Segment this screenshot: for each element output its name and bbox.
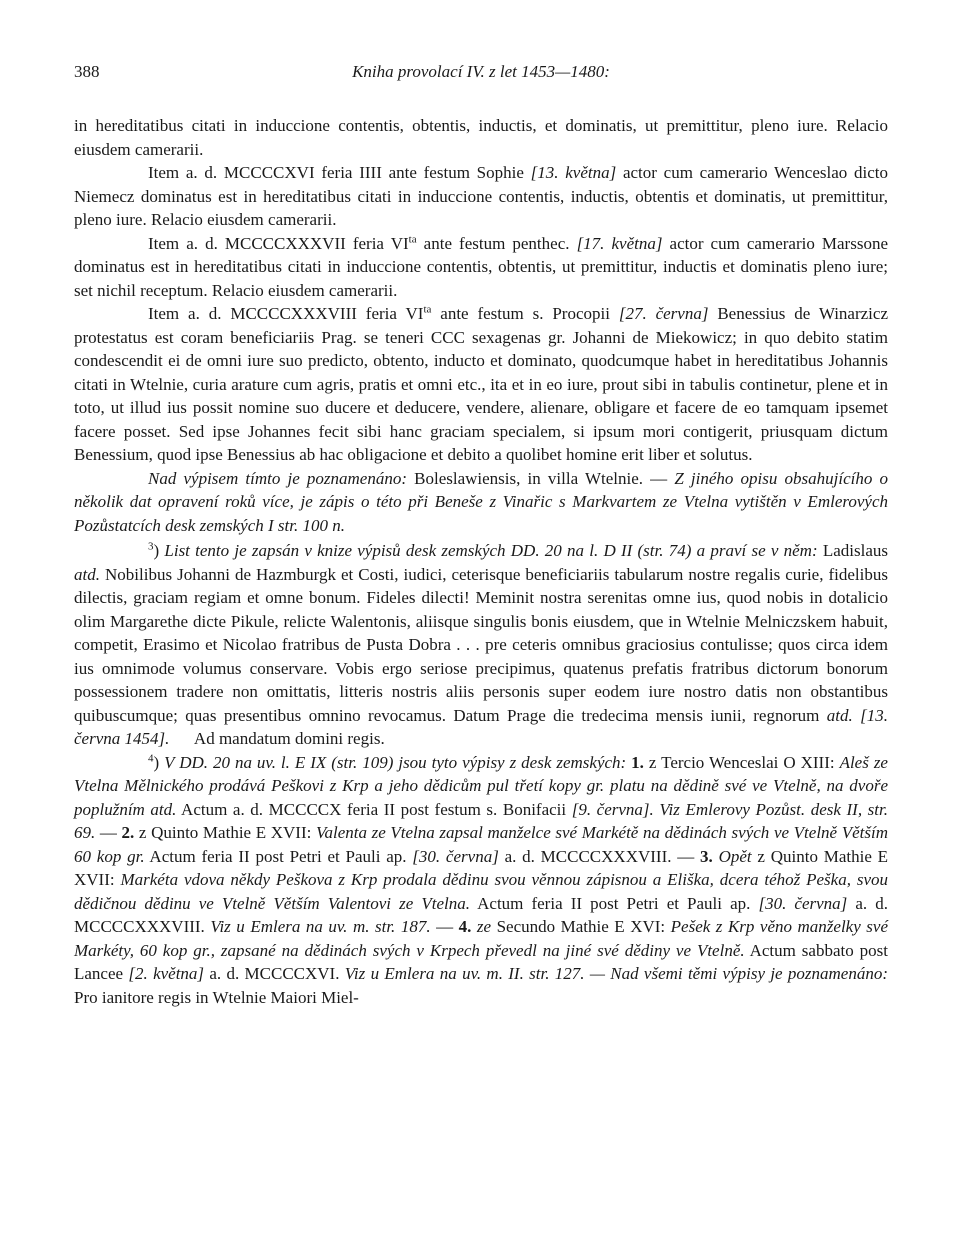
italic-note: Pešek z Krp věno manželky své Markéty, 60 kop gr., zapsané na dědinách svých v Krpech převedl na jiné své dědiny ve Vtelně. — [74, 917, 888, 960]
text-run: actor cum camerario Wenceslao dicto Niemecz dominatus est in hereditatibus citati in induccione contentis, inductis, obtentis et dominatis, ut premittitur, pleno iure. Relacio eiusdem camerarii. — [74, 163, 888, 229]
italic-note: Opět — [712, 846, 752, 866]
italic-date: [2. května] — [128, 964, 205, 983]
text-run: ante festum s. Procopii — [431, 304, 619, 323]
italic-note: Viz u Emlera na uv. m. str. 187. — [210, 917, 431, 936]
text-run: Actum feria II post Petri et Pauli ap. — [144, 846, 413, 866]
annotation-paragraph — [74, 467, 888, 538]
item-number: 4. — [458, 917, 472, 936]
text-run: Boleslawiensis, in villa Wtelnie. — — [407, 468, 675, 488]
item-number: 2. — [121, 823, 135, 842]
text-run: z Quinto Mathie E XVII: — [134, 823, 316, 842]
text-run: actor cum camerario Marssone dominatus est in hereditatibus citati in induccione contentis, obtentis, ut premittitur, inductis et dominatis pleno iure; set nichil receptum. Relacio eiusdem camerarii. — [74, 233, 888, 300]
text-run: Secundo Mathie E XVI: — [491, 917, 671, 936]
italic-date: [17. května] — [576, 233, 663, 253]
item-number: 3. — [700, 846, 713, 866]
text-run: Actum sabbato post Lancee — [74, 940, 888, 983]
footnote-3: $^3$) List tento je zapsán v knize výpisů desk zemských DD. 20 na l. D II (str. 74) a praví se v něm: Ladislaus atd. Nobilibus Johanni de Hazmburgk et Costi, iudici, ceterisque beneficiariis tabularum nostre regalis curie, fidelibus dilectis, graciam regiam et omne bonum. Fideles dilecti! Meminit nostra serenitas omne ius, quod nobis in dotalicio olim Margarethe dicte Pikule, relicte Walentonis, aliisque singulis bonis eiusdem, que in Wtelnie Melniczskem habuit, competit, Erasimo et Nicolao fratribus de Pusta Dobra . . . pre ceteris omnibus graciosius contulisse; quos circa idem ius omnimode volumus conservare. Vobis ergo seriose precipimus, quatenus prefatis fratribus dictorum bonorum possessionem tradere non omittatis, litteris nostris aliis personis super eodem iure nostro datis non obstantibus quibuscumque; quas presentibus omnino revocamus. Datum Prage die tredecima mensis iunii, regnorum atd. [13. června 1454]. Ad mandatum domini regis. — [74, 540, 889, 748]
text-run: Actum feria II post Petri et Pauli ap. — [469, 893, 759, 913]
text-run: a. d. MCCCCXXXVIII. — [74, 893, 889, 936]
text-run: a. d. MCCCCXXXVIII. — — [498, 846, 701, 866]
italic-date: [30. června] — [412, 846, 499, 866]
superscript: ta — [408, 232, 417, 245]
italic-note: Valenta ze Vtelna zapsal manželce své Markétě na dědinách svých ve Vtelně Větším 60 kop gr. — [74, 823, 888, 866]
italic-note: Aleš ze Vtelna Mělnického prodává Peškovi z Krp a jeho dědicům pul třetí kopy gr. platu na dědině své ve Vtelně, na dvoře poplužním atd. — [74, 752, 888, 819]
paragraph-continuation — [74, 114, 888, 161]
text-run: Actum a. d. MCCCCX feria II post festum s. Bonifacii — [176, 799, 572, 819]
italic-note: Viz u Emlera na uv. m. II. str. 127. — Nad všemi těmi výpisy je poznamenáno: — [344, 964, 889, 983]
entry-paragraph — [74, 161, 888, 232]
text-run: Pro ianitore regis in Wtelnie Maiori Miel- — [74, 987, 359, 1007]
italic-date: [27. června] — [618, 304, 709, 323]
footnotes — [74, 539, 888, 1009]
superscript: ta — [423, 303, 432, 316]
italic-note: atd. — [74, 564, 100, 584]
italic-date: [13. května] — [530, 163, 617, 182]
page-number: 388 — [74, 62, 100, 81]
item-number: 1. — [626, 752, 644, 772]
text-run: in hereditatibus citati in induccione contentis, obtentis, inductis, et dominatis, ut premittitur, pleno iure. Relacio eiusdem camerarii. — [74, 116, 888, 159]
text-run: Item a. d. MCCCCXXXVIII feria VI — [148, 304, 424, 323]
italic-note: V DD. 20 na uv. l. E IX (str. 109) jsou tyto výpisy z desk zemských: — [164, 752, 627, 772]
footnote-4: $^4$) V DD. 20 na uv. l. E IX (str. 109) jsou tyto výpisy z desk zemských: 1. z Tercio Wenceslai O XIII: Aleš ze Vtelna Mělnického prodává Peškovi z Krp a jeho dědicům pul třetí kopy gr. platu na dědině své ve Vtelně, na dvoře poplužním atd. Actum a. d. MCCCCX feria II post festum s. Bonifacii [9. června]. Viz Emlerovy Pozůst. desk II, str. 69. — 2. z Quinto Mathie E XVII: Valenta ze Vtelna zapsal manželce své Markétě na dědinách svých ve Vtelně Větším 60 kop gr. Actum feria II post Petri et Pauli ap. [30. června] a. d. MCCCCXXXVIII. — 3. Opět z Quinto Mathie E XVII: Markéta vdova někdy Peškova z Krp prodala dědinu svou věnnou zápisnou a Eliška, dcera téhož Peška, svou dědičnou dědinu ve Vtelně Větším Valentovi ze Vtelna. Actum feria II post Petri et Pauli ap. [30. června] a. d. MCCCCXXXVIII. Viz u Emlera na uv. m. str. 187. — 4. ze Secundo Mathie E XVI: Pešek z Krp věno manželky své Markéty, 60 kop gr., zapsané na dědinách svých v Krpech převedl na jiné své dědiny ve Vtelně. Actum sabbato post Lancee [2. května] a. d. MCCCCXVI. Viz u Emlera na uv. m. II. str. 127. — Nad všemi těmi výpisy je poznamenáno: Pro ianitore regis in Wtelnie Maiori Miel- — [74, 751, 889, 1007]
italic-note: Z jiného opisu obsahujícího o několik dat opravení roků více, je zápis o této při Beneše z Vinařic s Markvartem ze Vtelna vytištěn v Emlerových Pozůstatcích desk zemských I str. 100 n. — [74, 468, 889, 535]
footnote-mark: 3 — [148, 540, 154, 553]
text-run: Item a. d. MCCCCXVI feria IIII ante festum Sophie — [148, 163, 531, 182]
page-header — [74, 62, 888, 88]
italic-note: [9. června]. Viz Emlerovy Pozůst. desk II, str. 69. — [74, 799, 888, 842]
running-title: Kniha provolací IV. z let 1453—1480: — [352, 62, 610, 81]
main-text — [74, 114, 888, 1009]
entry-paragraph — [74, 232, 888, 303]
entry-paragraph — [74, 302, 888, 467]
text-run: Nobilibus Johanni de Hazmburgk et Costi, iudici, ceterisque beneficiariis tabularum nostre regalis curie, fidelibus dilectis, graciam regiam et omne bonum. Fideles dilecti! Meminit nostra serenitas omne ius, quod nobis in dotalicio olim Margarethe dicte Pikule, relicte Walentonis, aliisque singulis bonis eiusdem, que in Wtelnie Melniczskem habuit, competit, Erasimo et Nicolao fratribus de Pusta Dobra . . . pre ceteris omnibus graciosius contulisse; quos circa idem ius omnimode volumus conservare. Vobis ergo seriose precipimus, quatenus prefatis fratribus dictorum bonorum possessionem tradere non omittatis, litteris nostris aliis personis super eodem iure nostro datis non obstantibus quibuscumque; quas presentibus omnino revocamus. Datum Prage die tredecima mensis iunii, regnorum — [74, 564, 888, 725]
italic-note: atd. [13. června 1454]. — [74, 705, 889, 748]
text-run: a. d. MCCCCXVI. — [204, 964, 345, 983]
text-run: — — [95, 823, 122, 842]
italic-note: List tento je zapsán v knize výpisů desk zemských DD. 20 na l. D II (str. 74) a praví se v něm: — [164, 541, 818, 560]
text-run: Benessius de Winarzicz protestatus est coram beneficiariis Prag. se teneri CCC sexagenas gr. Johanni de Miekowicz; in quo debito statim condescendit ei de omni iure suo predicto, obtento, inducto et dominato, quodcumque habet in hereditatibus Johannis citati in Wtelnie, curia arature cum agris, pratis et omni etc., ita et in eo iure, prout sibi in tabulis continetur, plene et in toto, ut illud ius possit nomine suo ducere et deducere, vendere, alienare, obligare et facere de eo tamquam ipsemet facere posset. Sed ipse Johannes fecit sibi hanc graciam specialem, si ipsum mori contigerit, priusquam dictum Benessium, quod ipse Benessius ab hac obligacione et debito a quolibet homine erit liber et solutus. — [74, 304, 888, 464]
text-run: Ad mandatum domini regis. — [169, 729, 385, 748]
text-run: Item a. d. MCCCCXXXVII feria VI — [148, 233, 409, 253]
italic-note: Markéta vdova někdy Peškova z Krp prodala dědinu svou věnnou zápisnou a Eliška, dcera téhož Peška, svou dědičnou dědinu ve Vtelně Větším Valentovi ze Vtelna. — [74, 870, 888, 913]
text-run: Ladislaus — [817, 541, 888, 560]
italic-note: ze — [471, 917, 492, 936]
text-run: z Tercio Wenceslai O XIII: — [643, 752, 840, 772]
text-run: z Quinto Mathie E XVII: — [74, 846, 889, 889]
italic-date: [30. června] — [758, 893, 848, 913]
text-run: — — [430, 917, 459, 936]
text-run: ante festum penthec. — [416, 233, 577, 253]
footnote-mark: 4 — [148, 751, 154, 764]
italic-note: Nad výpisem tímto je poznamenáno: — [148, 468, 407, 488]
